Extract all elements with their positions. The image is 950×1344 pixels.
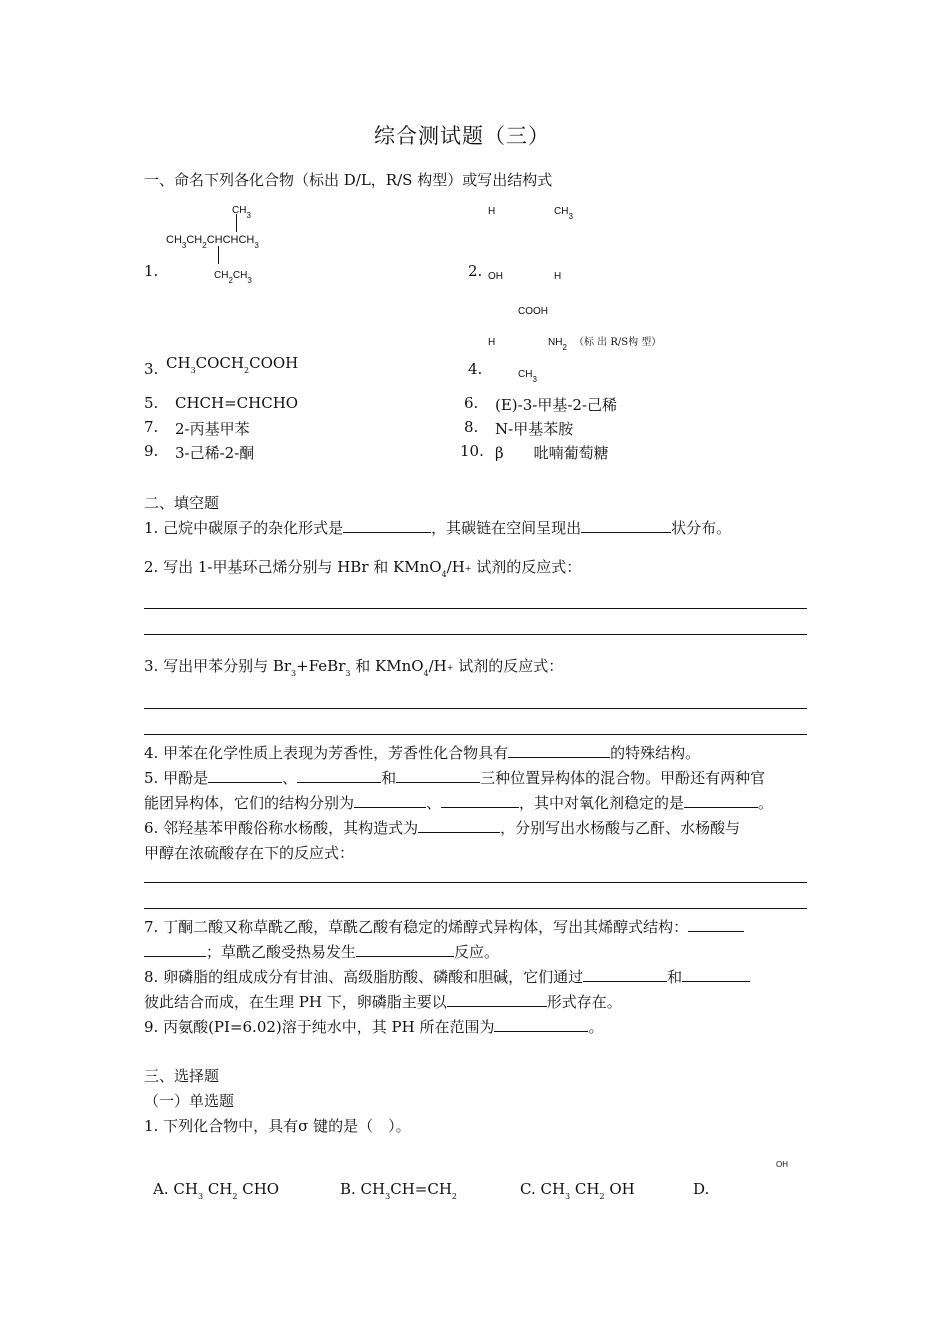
answer-line-6a[interactable] <box>144 882 807 883</box>
blank-8-3[interactable] <box>447 992 547 1007</box>
q4-nh2: $NH_2$ <box>548 337 567 352</box>
q1-bond-bottom <box>218 246 219 264</box>
q4-h: H <box>488 337 496 348</box>
q3-formula: $CH_3COCH_2COOH$ <box>166 354 299 375</box>
blank-7-2[interactable] <box>144 942 206 957</box>
s2-q5-line2: 能团异构体，它们的结构分别为 、 ，其中对氧化剂稳定的是 。 <box>144 794 774 812</box>
q2-number: 2. <box>468 262 483 280</box>
blank-5-4[interactable] <box>354 793 426 808</box>
s2-q5-line1: 5. 甲酚是 、 和 三种位置异构体的混合物。甲酚还有两种官 <box>144 769 766 787</box>
blank-8-1[interactable] <box>583 967 667 982</box>
answer-line-2a[interactable] <box>144 608 807 609</box>
q2-h-mid: H <box>554 271 562 282</box>
item-5-text: CHCH=CHCHO <box>175 394 299 412</box>
q2-oh: OH <box>488 271 503 282</box>
blank-5-2[interactable] <box>297 768 381 783</box>
blank-4[interactable] <box>508 743 610 758</box>
item-10-text: β 吡喃葡萄糖 <box>495 444 609 462</box>
q4-number: 4. <box>468 360 483 378</box>
answer-line-2b[interactable] <box>144 634 807 635</box>
s2-q7-line1: 7. 丁酮二酸又称草酰乙酸，草酰乙酸有稳定的烯醇式异构体，写出其烯醇式结构： <box>144 916 744 937</box>
blank-5-1[interactable] <box>208 768 282 783</box>
q1-main-chain: $CH_3CH_2CHCHCH_3$ <box>166 234 259 250</box>
blank-5-5[interactable] <box>441 793 519 808</box>
s2-q9: 9. 丙氨酸(PI=6.02)溶于纯水中，其 PH 所在范围为 。 <box>144 1018 604 1036</box>
option-b[interactable]: B. $CH_3CH=CH_2$ <box>340 1180 457 1201</box>
item-7-text: 2-丙基甲苯 <box>175 420 250 438</box>
answer-line-3a[interactable] <box>144 708 807 709</box>
answer-line-3b[interactable] <box>144 734 807 735</box>
s2-q2: 2. 写出 1-甲基环己烯分别与 HBr 和 KMnO$_4$/H+ 试剂的反应式： <box>144 558 582 579</box>
blank-1-1[interactable] <box>343 518 431 533</box>
blank-7-3[interactable] <box>356 942 454 957</box>
q1-number: 1. <box>144 262 159 280</box>
s2-q8-line1: 8. 卵磷脂的组成成分有甘油、高级脂肪酸、磷酸和胆碱，它们通过 和 <box>144 966 750 987</box>
section1-heading: 一、命名下列各化合物（标出 D/L，R/S 构型）或写出结构式 <box>144 171 553 189</box>
s3-q1: 1. 下列化合物中，具有σ 键的是（ ）。 <box>144 1117 411 1135</box>
s2-q7-line2: ；草酰乙酸受热易发生 反应。 <box>144 941 499 962</box>
q1-bond-top <box>236 214 237 232</box>
q1-bottom-group: $CH_2CH_3$ <box>214 270 252 285</box>
section3-heading: 三、选择题 <box>144 1067 220 1085</box>
section2-heading: 二、填空题 <box>144 494 220 512</box>
blank-7-1[interactable] <box>688 917 744 932</box>
q1-top-group: $CH_3$ <box>232 205 251 220</box>
answer-line-6b[interactable] <box>144 908 807 909</box>
item-5-number: 5. <box>144 394 159 412</box>
option-d[interactable]: D. <box>693 1180 710 1198</box>
s2-q6-line2: 甲醇在浓硫酸存在下的反应式： <box>144 844 355 862</box>
item-6-text: (E)-3-甲基-2-己稀 <box>495 396 618 414</box>
q4-cooh: COOH <box>518 306 548 317</box>
blank-6[interactable] <box>418 818 500 833</box>
s2-q6-line1: 6. 邻羟基苯甲酸俗称水杨酸，其构造式为 ，分别写出水杨酸与乙酐、水杨酸与 <box>144 819 741 837</box>
item-10-number: 10. <box>460 442 484 460</box>
item-8-text: N-甲基苯胺 <box>495 420 574 438</box>
q3-number: 3. <box>144 360 159 378</box>
s2-q8-line2: 彼此结合而成，在生理 PH 下，卵磷脂主要以 形式存在。 <box>144 993 622 1011</box>
blank-9[interactable] <box>494 1017 588 1032</box>
s2-q3: 3. 写出甲苯分别与 $Br_3+FeBr_3$ 和 KMnO$_4$/H+ 试剂的反应式： <box>144 657 564 678</box>
q4-note: （标 出 R/S构 型） <box>574 337 662 348</box>
blank-1-2[interactable] <box>581 518 671 533</box>
q2-ch3-top: $CH_3$ <box>554 206 573 221</box>
section3-subheading: （一）单选题 <box>144 1092 235 1110</box>
option-a[interactable]: A. $CH_3$ $CH_2$ CHO <box>153 1180 280 1201</box>
s2-q4: 4. 甲苯在化学性质上表现为芳香性，芳香性化合物具有 的特殊结构。 <box>144 744 701 762</box>
q2-h-top: H <box>488 206 496 217</box>
item-7-number: 7. <box>144 418 159 436</box>
item-9-text: 3-己稀-2-酮 <box>175 444 255 462</box>
blank-5-6[interactable] <box>684 793 758 808</box>
option-c[interactable]: C. $CH_3$ $CH_2$ OH <box>520 1180 635 1201</box>
blank-8-2[interactable] <box>682 967 750 982</box>
blank-5-3[interactable] <box>396 768 480 783</box>
q4-ch3: $CH_3$ <box>518 369 537 384</box>
s2-q1: 1. 己烷中碳原子的杂化形式是 ，其碳链在空间呈现出 状分布。 <box>144 519 732 537</box>
page-title: 综合测试题（三） <box>374 124 550 148</box>
item-8-number: 8. <box>464 418 479 436</box>
item-6-number: 6. <box>464 394 479 412</box>
item-9-number: 9. <box>144 442 159 460</box>
option-d-oh: OH <box>776 1160 788 1169</box>
